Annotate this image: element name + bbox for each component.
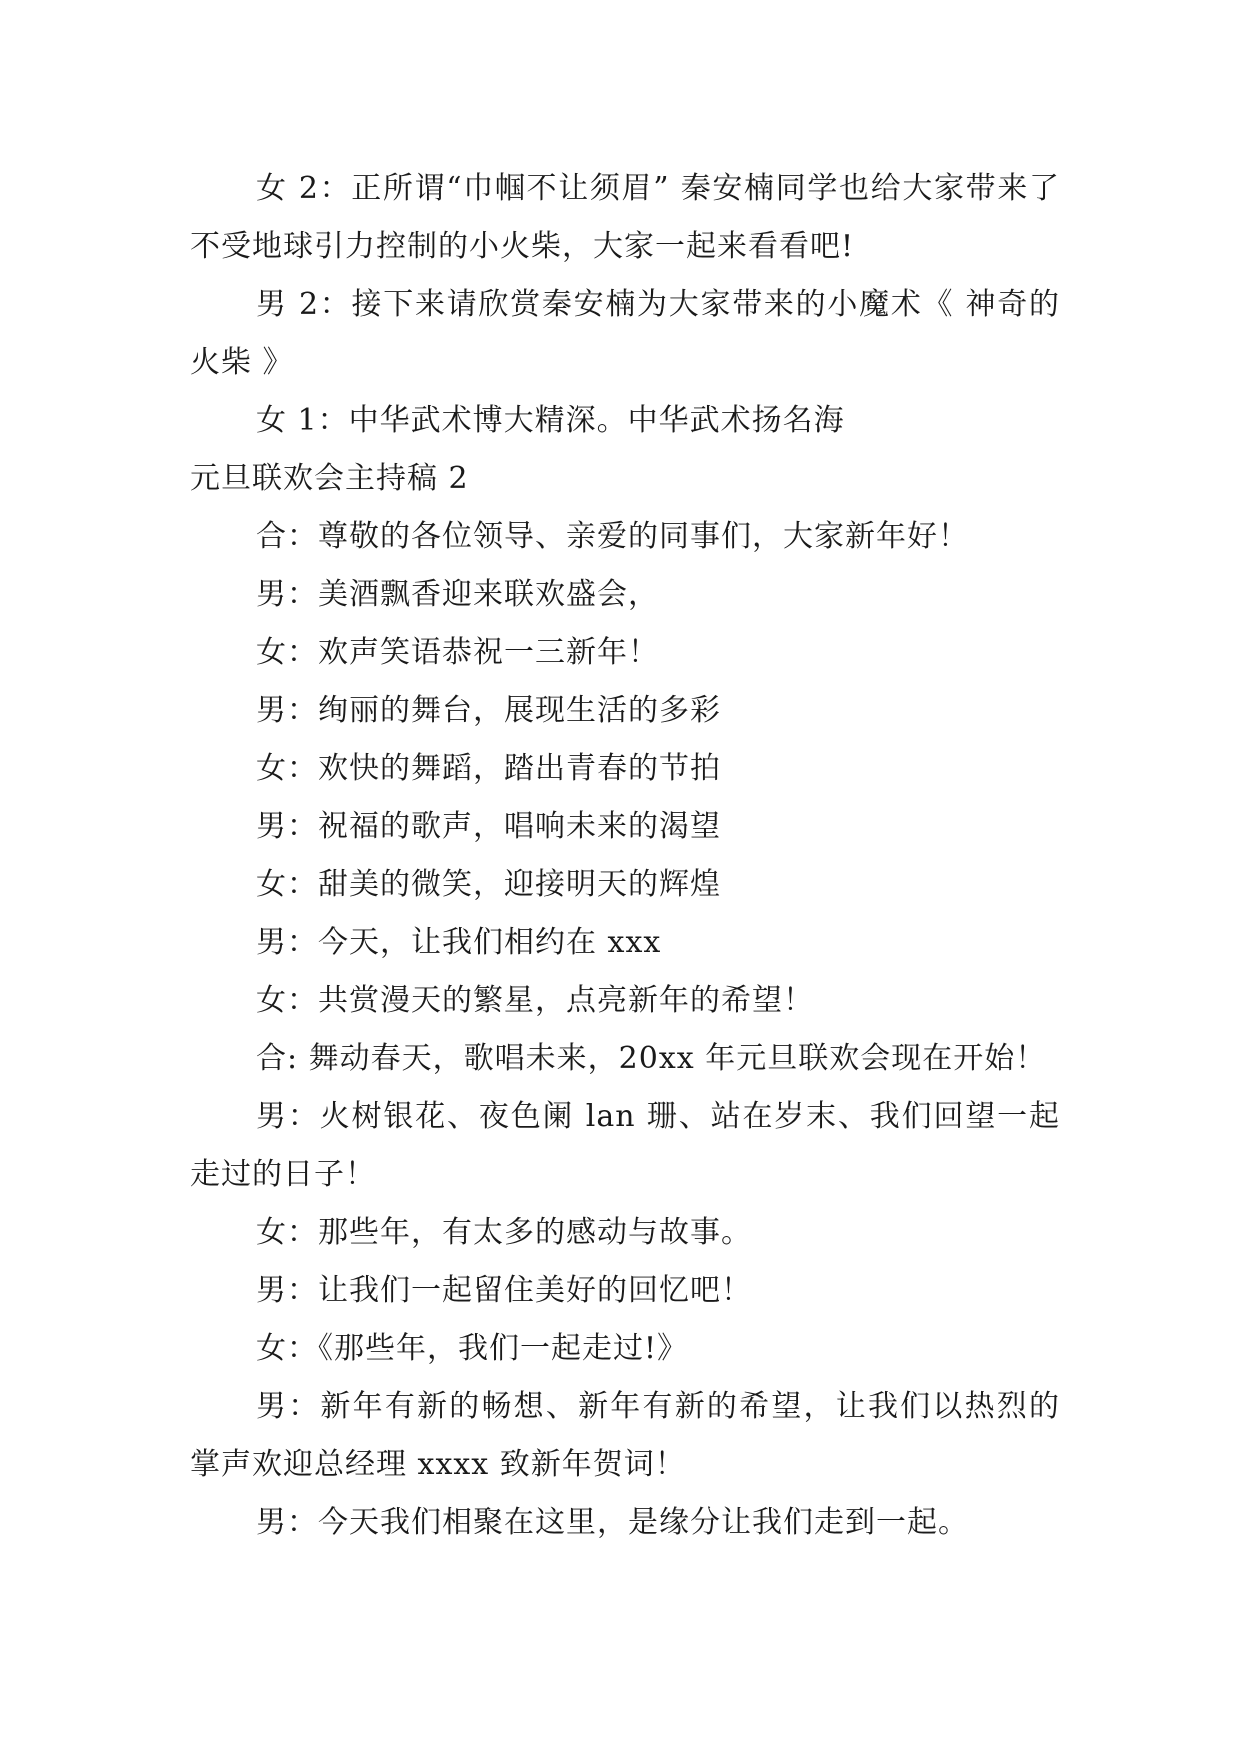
paragraph: 女：《那些年，我们一起走过!》 — [256, 1331, 689, 1366]
paragraph: 女 2：正所谓“巾帼不让须眉” 秦安楠同学也给大家带来了不受地球引力控制的小火柴，大家一起来看看吧! — [190, 171, 1060, 264]
paragraph: 男：新年有新的畅想、新年有新的希望，让我们以热烈的掌声欢迎总经理 xxxx 致新年贺词！ — [190, 1389, 1060, 1482]
paragraph: 男：美酒飘香迎来联欢盛会， — [256, 577, 659, 612]
paragraph: 男 2：接下来请欣赏秦安楠为大家带来的小魔术《 神奇的火柴 》 — [190, 287, 1060, 380]
paragraph: 女：欢快的舞蹈，踏出青春的节拍 — [256, 751, 721, 786]
paragraph: 女：共赏漫天的繁星，点亮新年的希望！ — [256, 983, 814, 1018]
paragraph: 女：甜美的微笑，迎接明天的辉煌 — [256, 867, 721, 902]
paragraph: 男：祝福的歌声，唱响未来的渴望 — [256, 809, 721, 844]
paragraph: 女：那些年，有太多的感动与故事。 — [256, 1215, 752, 1250]
paragraph: 男：绚丽的舞台，展现生活的多彩 — [256, 693, 721, 728]
paragraph: 男：让我们一起留住美好的回忆吧！ — [256, 1273, 752, 1308]
paragraph: 合：尊敬的各位领导、亲爱的同事们，大家新年好！ — [256, 519, 969, 554]
paragraph: 女 1：中华武术博大精深。中华武术扬名海 — [256, 403, 845, 438]
paragraph: 男：今天我们相聚在这里，是缘分让我们走到一起。 — [256, 1505, 969, 1540]
paragraph: 女：欢声笑语恭祝一三新年！ — [256, 635, 659, 670]
paragraph: 男：火树银花、夜色阑 lan 珊、站在岁末、我们回望一起走过的日子！ — [190, 1099, 1060, 1192]
paragraph: 合: 舞动春天，歌唱未来，20xx 年元旦联欢会现在开始！ — [256, 1041, 1047, 1076]
paragraph: 男：今天，让我们相约在 xxx — [256, 925, 662, 960]
document-body — [190, 160, 1060, 1552]
section-heading: 元旦联欢会主持稿 2 — [190, 461, 469, 496]
